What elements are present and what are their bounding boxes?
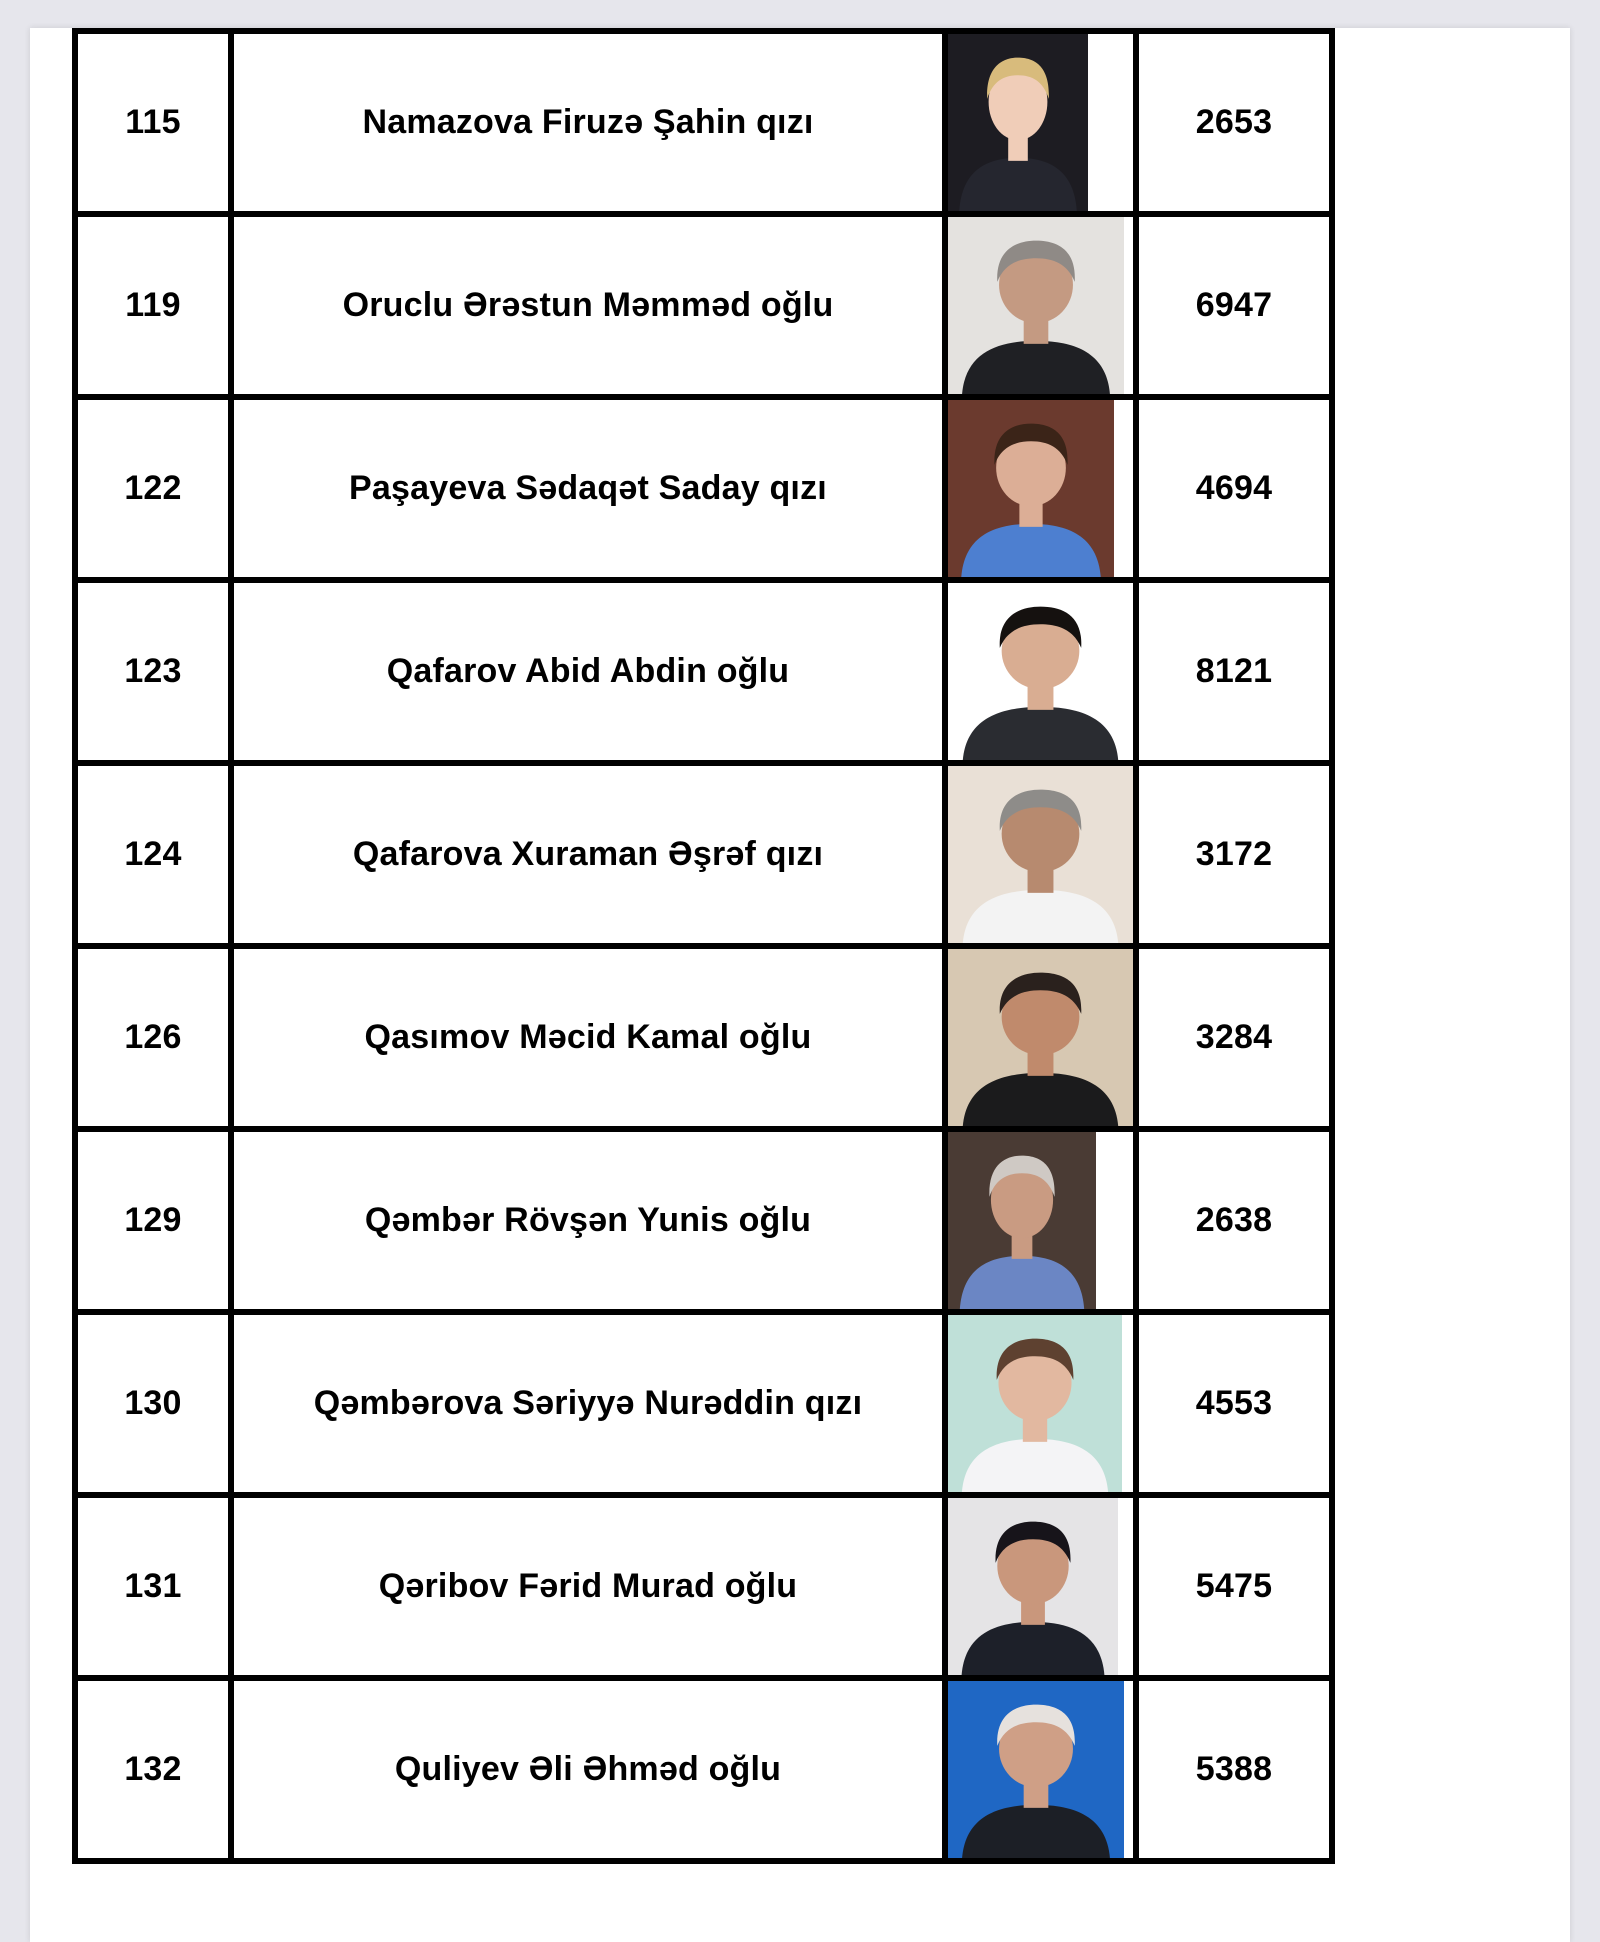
candidate-votes: 4694 <box>1136 397 1332 580</box>
candidate-votes: 4553 <box>1136 1312 1332 1495</box>
candidate-number: 124 <box>75 763 231 946</box>
candidate-photo <box>948 400 1114 577</box>
portrait-image <box>948 583 1133 760</box>
candidate-photo-cell <box>945 1312 1136 1495</box>
portrait-image <box>948 1498 1118 1675</box>
document-page <box>30 28 1570 1942</box>
portrait-image <box>948 400 1114 577</box>
table-row <box>75 946 1332 1129</box>
candidate-number: 122 <box>75 397 231 580</box>
portrait-image <box>948 1132 1096 1309</box>
candidate-number: 126 <box>75 946 231 1129</box>
candidate-photo-cell <box>945 214 1136 397</box>
candidate-photo-cell <box>945 763 1136 946</box>
candidate-votes: 3172 <box>1136 763 1332 946</box>
candidate-table <box>72 28 1335 1864</box>
candidate-name: Qafarova Xuraman Əşrəf qızı <box>231 763 945 946</box>
candidate-photo-cell <box>945 946 1136 1129</box>
candidate-votes: 6947 <box>1136 214 1332 397</box>
candidate-number: 129 <box>75 1129 231 1312</box>
candidate-name: Quliyev Əli Əhməd oğlu <box>231 1678 945 1861</box>
candidate-number: 123 <box>75 580 231 763</box>
candidate-name: Qafarov Abid Abdin oğlu <box>231 580 945 763</box>
candidate-photo-cell <box>945 1678 1136 1861</box>
candidate-photo <box>948 217 1124 394</box>
table-row <box>75 1678 1332 1861</box>
portrait-image <box>948 34 1088 211</box>
candidate-number: 131 <box>75 1495 231 1678</box>
candidate-number: 115 <box>75 31 231 214</box>
candidate-name: Qəmbərova Səriyyə Nurəddin qızı <box>231 1312 945 1495</box>
candidate-name: Oruclu Ərəstun Məmməd oğlu <box>231 214 945 397</box>
table-row <box>75 1129 1332 1312</box>
candidate-number: 130 <box>75 1312 231 1495</box>
candidate-name: Qəribov Fərid Murad oğlu <box>231 1495 945 1678</box>
candidate-number: 132 <box>75 1678 231 1861</box>
candidate-name: Qəmbər Rövşən Yunis oğlu <box>231 1129 945 1312</box>
candidate-photo-cell <box>945 1495 1136 1678</box>
candidate-photo-cell <box>945 1129 1136 1312</box>
candidate-table-body <box>75 31 1332 1861</box>
candidate-name: Qasımov Məcid Kamal oğlu <box>231 946 945 1129</box>
candidate-votes: 3284 <box>1136 946 1332 1129</box>
table-row <box>75 580 1332 763</box>
table-row <box>75 214 1332 397</box>
candidate-photo <box>948 766 1133 943</box>
candidate-photo-cell <box>945 580 1136 763</box>
candidate-votes: 5388 <box>1136 1678 1332 1861</box>
candidate-votes: 2653 <box>1136 31 1332 214</box>
portrait-image <box>948 217 1124 394</box>
candidate-number: 119 <box>75 214 231 397</box>
candidate-photo <box>948 949 1133 1126</box>
candidate-photo <box>948 1498 1118 1675</box>
candidate-photo-cell <box>945 31 1136 214</box>
table-row <box>75 31 1332 214</box>
candidate-name: Paşayeva Sədaqət Saday qızı <box>231 397 945 580</box>
portrait-image <box>948 766 1133 943</box>
candidate-photo <box>948 583 1133 760</box>
candidate-name: Namazova Firuzə Şahin qızı <box>231 31 945 214</box>
candidate-votes: 5475 <box>1136 1495 1332 1678</box>
candidate-photo-cell <box>945 397 1136 580</box>
candidate-photo <box>948 1315 1122 1492</box>
portrait-image <box>948 1315 1122 1492</box>
candidate-photo <box>948 1681 1124 1858</box>
portrait-image <box>948 949 1133 1126</box>
table-row <box>75 397 1332 580</box>
table-row <box>75 763 1332 946</box>
candidate-photo <box>948 1132 1096 1309</box>
portrait-image <box>948 1681 1124 1858</box>
table-row <box>75 1495 1332 1678</box>
candidate-votes: 8121 <box>1136 580 1332 763</box>
candidate-votes: 2638 <box>1136 1129 1332 1312</box>
table-row <box>75 1312 1332 1495</box>
candidate-photo <box>948 34 1088 211</box>
